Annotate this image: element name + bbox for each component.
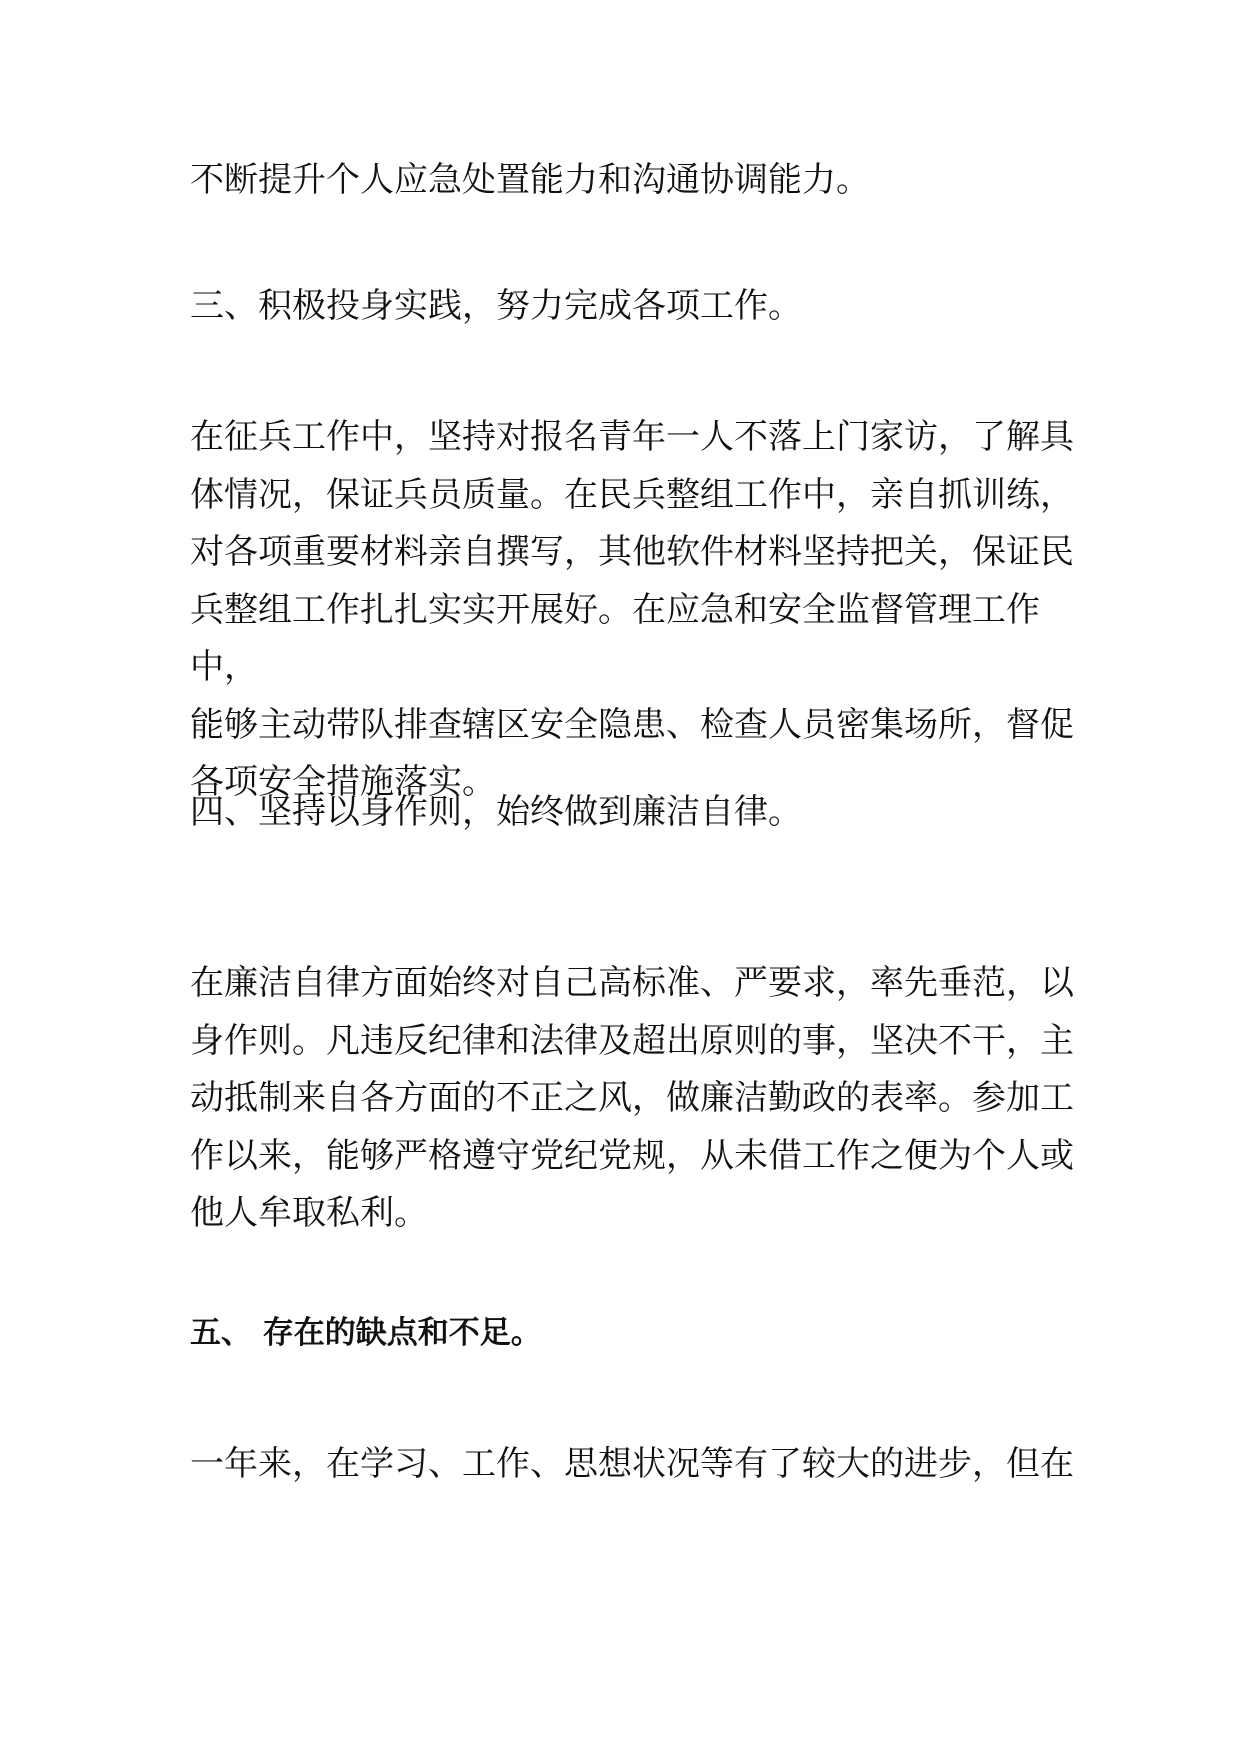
section-four-heading: 四、坚持以身作则，始终做到廉洁自律。 bbox=[190, 792, 802, 832]
section-four-body: 在廉洁自律方面始终对自己高标准、严要求，率先垂范，以 身作则。凡违反纪律和法律及超出原则的事，坚决不干，主 动抵制来自各方面的不正之风，做廉洁勤政的表率。参加工 作以来，能够严格遵守党纪党规，从未借工作之便为个人或 他人牟取私利。 bbox=[190, 963, 1074, 1233]
paragraph-continuation: 不断提升个人应急处置能力和沟通协调能力。 bbox=[190, 160, 870, 200]
section-three-body: 在征兵工作中，坚持对报名青年一人不落上门家访，了解具 体情况，保证兵员质量。在民兵整组工作中，亲自抓训练， 对各项重要材料亲自撰写，其他软件材料坚持把关，保证民 兵整组工作扎扎实实开展好。在应急和安全监督管理工作中， 能够主动带队排查辖区安全隐患、检查人员密集场所，督促 各项安全措施落实。 bbox=[190, 417, 1074, 802]
section-three-heading: 三、积极投身实践，努力完成各项工作。 bbox=[190, 286, 802, 326]
section-five-heading: 五、 存在的缺点和不足。 bbox=[190, 1315, 542, 1351]
section-five-body: 一年来，在学习、工作、思想状况等有了较大的进步，但在 bbox=[190, 1444, 1074, 1484]
